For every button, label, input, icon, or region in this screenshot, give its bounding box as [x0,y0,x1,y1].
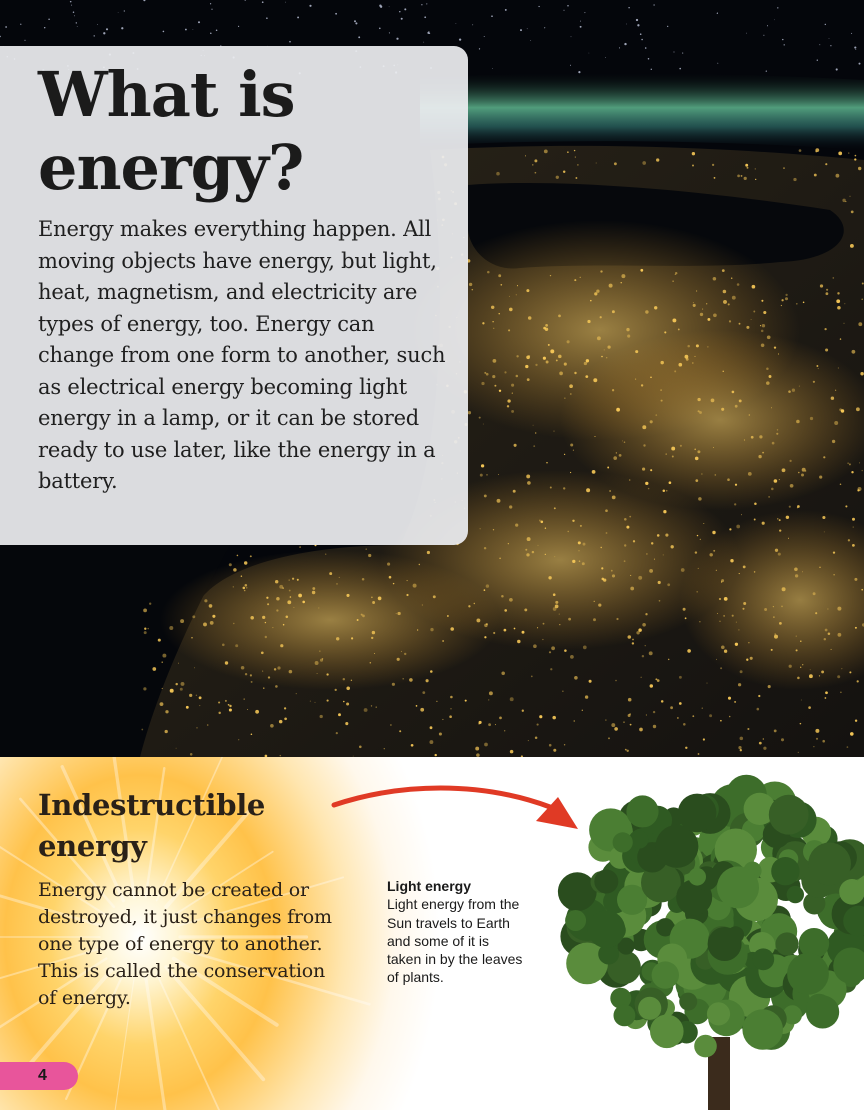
intro-panel [0,46,468,545]
section-title-line-1: Indestructible [38,788,266,822]
page-title [38,58,448,204]
caption-text: Light energy from the Sun travels to Earth and some of it is taken in by the leaves of plants. [387,896,523,986]
indestructible-energy-section [0,757,864,1110]
intro-paragraph: Energy makes everything happen. All moving objects have energy, but light, heat, magnetism, and electricity are types of energy, too. Energy can change from one form to another, such as electrical energy becoming light energy in a lamp, or it can be stored ready to use later, like the energy in a battery. [38,217,446,493]
title-line-2: energy? [38,131,304,204]
green-tree-photo [520,767,864,1110]
page-number-tab [0,1062,78,1090]
section-title [38,785,265,867]
title-line-1: What is [38,58,295,131]
section-title-line-2: energy [38,829,147,863]
page-number: 4 [38,1067,47,1084]
section-paragraph: Energy cannot be created or destroyed, it just changes from one type of energy to another. This is called the conservation of energy. [38,879,332,1009]
light-energy-caption [387,877,527,987]
caption-title: Light energy [387,878,472,894]
